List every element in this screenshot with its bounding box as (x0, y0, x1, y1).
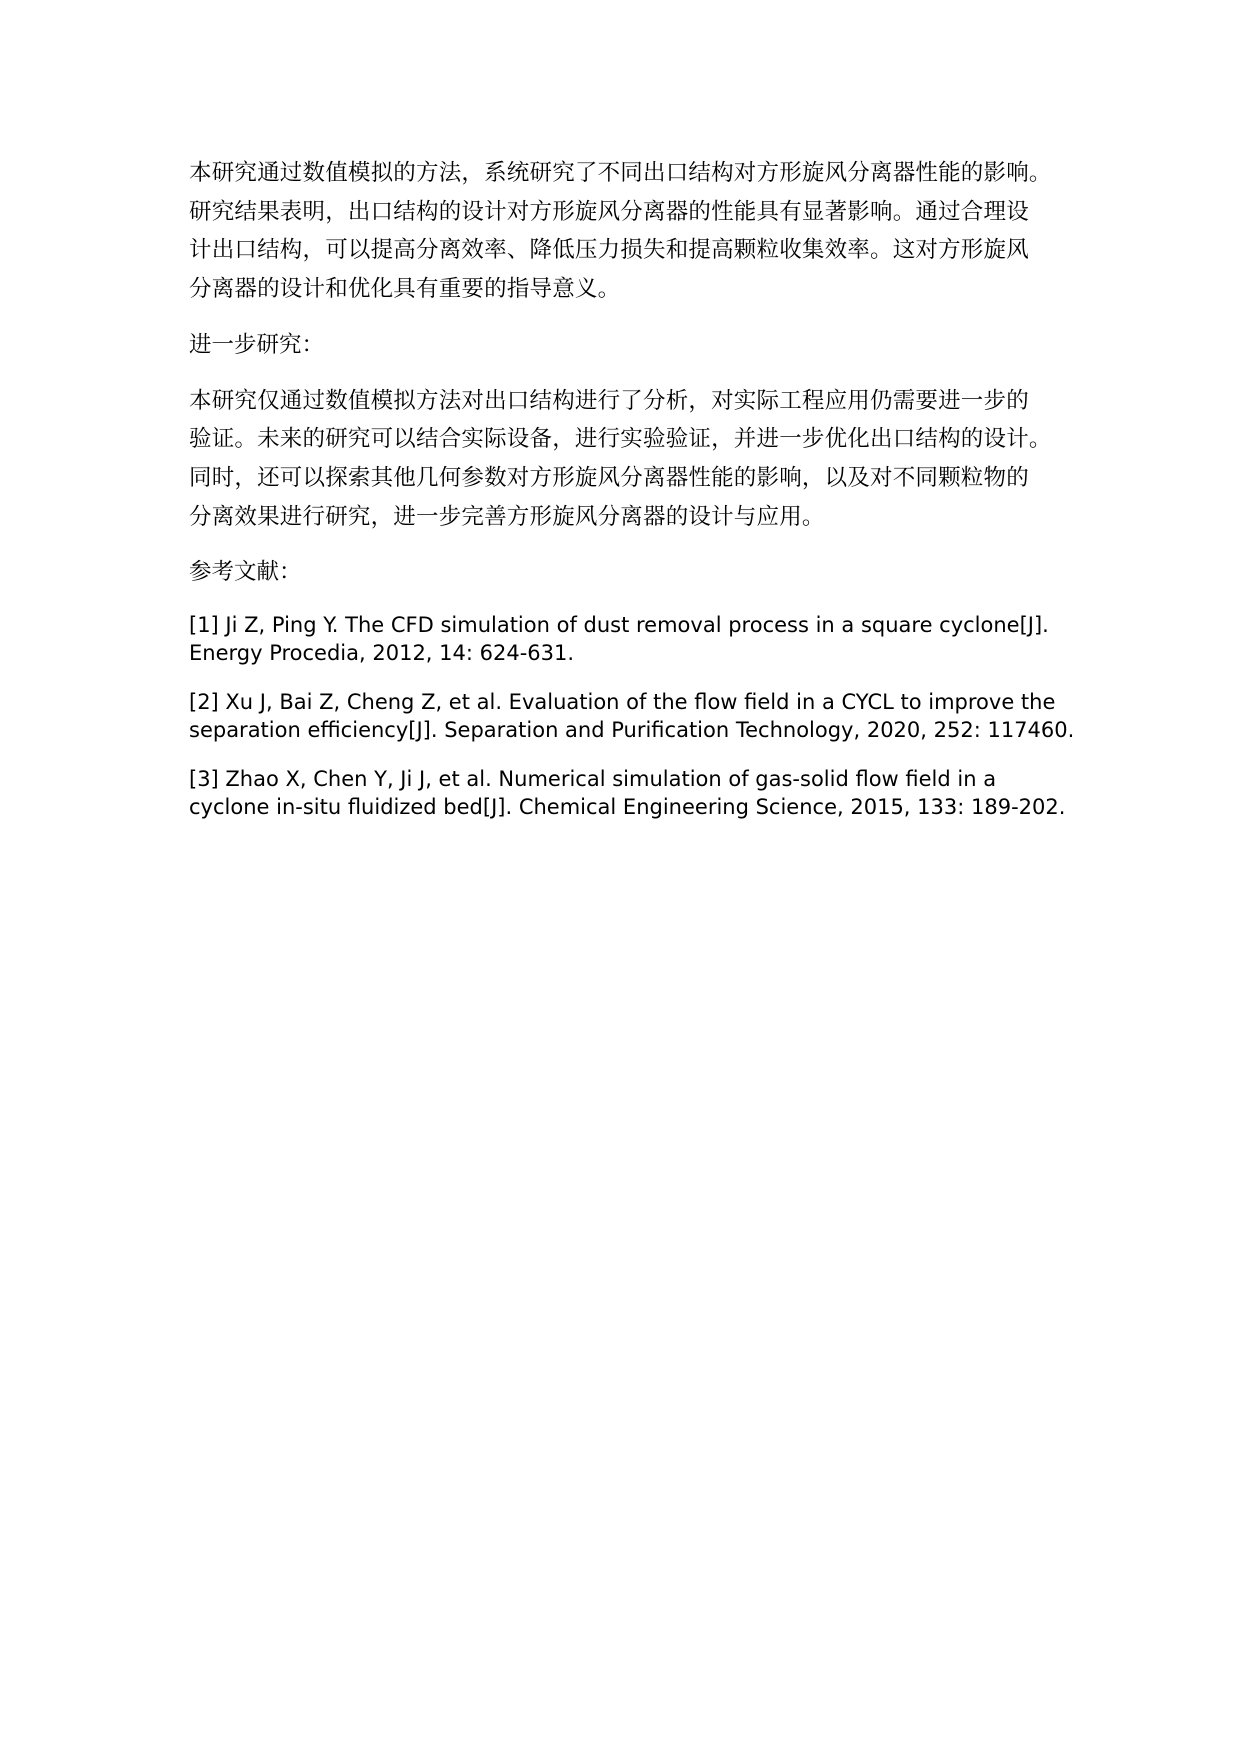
paragraph-line: 分离器的设计和优化具有重要的指导意义。 (189, 276, 621, 303)
reference-list (189, 612, 1074, 821)
paragraph-line: 本研究通过数值模拟的方法，系统研究了不同出口结构对方形旋风分离器性能的影响。 (189, 160, 1052, 186)
paragraph-line: 计出口结构，可以提高分离效率、降低压力损失和提高颗粒收集效率。这对方形旋风 (189, 237, 1029, 264)
reference-line: separation efficiency[J]. Separation and Purification Technology, 2020, 252: 117460. (189, 717, 1075, 742)
paragraph-line: 验证。未来的研究可以结合实际设备，进行实验验证，并进一步优化出口结构的设计。 (189, 426, 1052, 453)
paragraph-line: 研究结果表明，出口结构的设计对方形旋风分离器的性能具有显著影响。通过合理设 (189, 198, 1029, 225)
paragraph-line: 本研究仅通过数值模拟方法对出口结构进行了分析，对实际工程应用仍需要进一步的 (189, 387, 1029, 414)
conclusion-paragraph (189, 154, 1074, 309)
reference-line: cyclone in-situ fluidized bed[J]. Chemical Engineering Science, 2015, 133: 189-202. (189, 794, 1066, 819)
reference-line: [1] Ji Z, Ping Y. The CFD simulation of dust removal process in a square cyclone[J]. (189, 613, 1049, 638)
reference-item-1 (189, 612, 1074, 667)
references-heading: 参考文献： (189, 559, 302, 586)
paragraph-line: 同时，还可以探索其他几何参数对方形旋风分离器性能的影响，以及对不同颗粒物的 (189, 464, 1029, 491)
reference-item-2 (189, 689, 1074, 744)
paragraph-line: 分离效果进行研究，进一步完善方形旋风分离器的设计与应用。 (189, 503, 825, 530)
further-research-heading: 进一步研究： (189, 331, 325, 358)
reference-line: [3] Zhao X, Chen Y, Ji J, et al. Numerical simulation of gas-solid flow field in a (189, 767, 997, 792)
reference-line: [2] Xu J, Bai Z, Cheng Z, et al. Evaluation of the flow field in a CYCL to improve the (189, 690, 1056, 715)
further-research-paragraph (189, 382, 1074, 537)
reference-line: Energy Procedia, 2012, 14: 624-631. (189, 640, 575, 665)
reference-item-3 (189, 766, 1074, 821)
page-content (189, 154, 1074, 821)
